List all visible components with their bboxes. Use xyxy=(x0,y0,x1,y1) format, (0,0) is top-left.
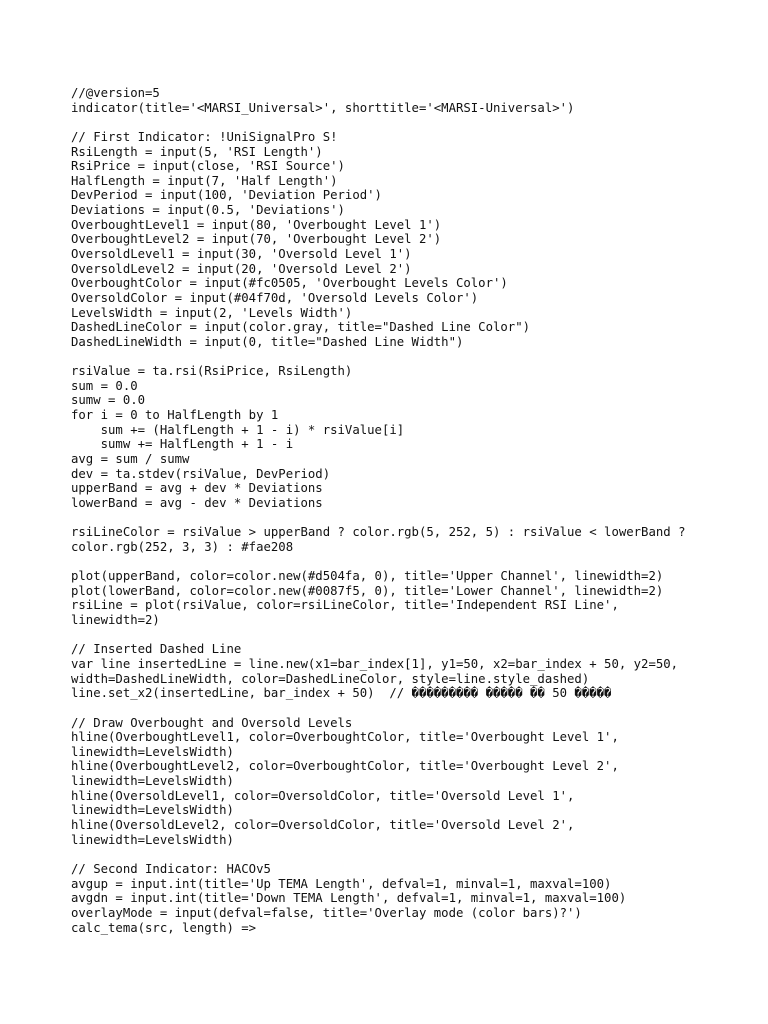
code-line: DevPeriod = input(100, 'Deviation Period') xyxy=(71,188,382,203)
code-line: rsiLine = plot(rsiValue, color=rsiLineColor, title='Independent RSI Line', xyxy=(71,598,619,613)
code-line: rsiLineColor = rsiValue > upperBand ? color.rgb(5, 252, 5) : rsiValue < lowerBand ? xyxy=(71,525,686,540)
code-line: OverboughtColor = input(#fc0505, 'Overbought Levels Color') xyxy=(71,276,508,291)
blank-line xyxy=(71,115,751,130)
code-line: linewidth=LevelsWidth) xyxy=(71,774,234,789)
code-line: indicator(title='<MARSI_Universal>', shorttitle='<MARSI-Universal>') xyxy=(71,100,575,115)
code-line: rsiValue = ta.rsi(RsiPrice, RsiLength) xyxy=(71,364,353,379)
code-line: avgup = input.int(title='Up TEMA Length', defval=1, minval=1, maxval=100) xyxy=(71,876,612,891)
code-line: OversoldLevel2 = input(20, 'Oversold Level 2') xyxy=(71,261,412,276)
code-line: avg = sum / sumw xyxy=(71,452,190,467)
code-line: var line insertedLine = line.new(x1=bar_index[1], y1=50, x2=bar_index + 50, y2=50, xyxy=(71,656,679,671)
blank-line xyxy=(71,350,751,365)
code-document xyxy=(71,86,751,935)
blank-line xyxy=(71,511,751,526)
code-line: // Draw Overbought and Oversold Levels xyxy=(71,715,353,730)
code-line: hline(OverboughtLevel1, color=OverboughtColor, title='Overbought Level 1', xyxy=(71,730,619,745)
code-line: linewidth=LevelsWidth) xyxy=(71,832,234,847)
code-line: sum += (HalfLength + 1 - i) * rsiValue[i] xyxy=(71,422,405,437)
code-line: DashedLineColor = input(color.gray, title="Dashed Line Color") xyxy=(71,320,531,335)
code-line: OverboughtLevel1 = input(80, 'Overbought Level 1') xyxy=(71,217,442,232)
code-line: lowerBand = avg - dev * Deviations xyxy=(71,495,323,510)
code-line: hline(OversoldLevel1, color=OversoldColor, title='Oversold Level 1', xyxy=(71,788,575,803)
code-line: OversoldColor = input(#04f70d, 'Oversold Levels Color') xyxy=(71,290,479,305)
code-line: hline(OversoldLevel2, color=OversoldColor, title='Oversold Level 2', xyxy=(71,818,575,833)
blank-line xyxy=(71,701,751,716)
code-line: // Second Indicator: HACOv5 xyxy=(71,861,271,876)
code-line: overlayMode = input(defval=false, title='Overlay mode (color bars)?') xyxy=(71,905,582,920)
code-line: plot(upperBand, color=color.new(#d504fa, 0), title='Upper Channel', linewidth=2) xyxy=(71,569,664,584)
code-line: hline(OverboughtLevel2, color=OverboughtColor, title='Overbought Level 2', xyxy=(71,759,619,774)
code-line: color.rgb(252, 3, 3) : #fae208 xyxy=(71,539,294,554)
code-line: Deviations = input(0.5, 'Deviations') xyxy=(71,203,345,218)
blank-line xyxy=(71,555,751,570)
code-line: for i = 0 to HalfLength by 1 xyxy=(71,408,279,423)
code-line: line.set_x2(insertedLine, bar_index + 50) // ��������� ����� �� 50 ����� xyxy=(71,686,612,701)
code-line: plot(lowerBand, color=color.new(#0087f5, 0), title='Lower Channel', linewidth=2) xyxy=(71,583,664,598)
code-line: //@version=5 xyxy=(71,86,160,100)
code-line: sumw += HalfLength + 1 - i xyxy=(71,437,294,452)
code-line: sum = 0.0 xyxy=(71,378,138,393)
code-line: DashedLineWidth = input(0, title="Dashed Line Width") xyxy=(71,334,464,349)
code-line: HalfLength = input(7, 'Half Length') xyxy=(71,173,338,188)
code-line: linewidth=LevelsWidth) xyxy=(71,803,234,818)
code-line: // Inserted Dashed Line xyxy=(71,642,242,657)
code-line: LevelsWidth = input(2, 'Levels Width') xyxy=(71,305,353,320)
code-line: OverboughtLevel2 = input(70, 'Overbought Level 2') xyxy=(71,232,442,247)
code-line: avgdn = input.int(title='Down TEMA Length', defval=1, minval=1, maxval=100) xyxy=(71,891,627,906)
code-line: RsiLength = input(5, 'RSI Length') xyxy=(71,144,323,159)
code-line: width=DashedLineWidth, color=DashedLineColor, style=line.style_dashed) xyxy=(71,671,590,686)
code-line: // First Indicator: !UniSignalPro S! xyxy=(71,129,338,144)
blank-line xyxy=(71,628,751,643)
code-line: sumw = 0.0 xyxy=(71,393,146,408)
code-line: calc_tema(src, length) => xyxy=(71,920,257,935)
code-line: dev = ta.stdev(rsiValue, DevPeriod) xyxy=(71,466,331,481)
code-line: upperBand = avg + dev * Deviations xyxy=(71,481,323,496)
code-line: linewidth=LevelsWidth) xyxy=(71,744,234,759)
code-line: RsiPrice = input(close, 'RSI Source') xyxy=(71,159,345,174)
blank-line xyxy=(71,847,751,862)
code-line: OversoldLevel1 = input(30, 'Oversold Level 1') xyxy=(71,247,412,262)
code-line: linewidth=2) xyxy=(71,613,160,628)
